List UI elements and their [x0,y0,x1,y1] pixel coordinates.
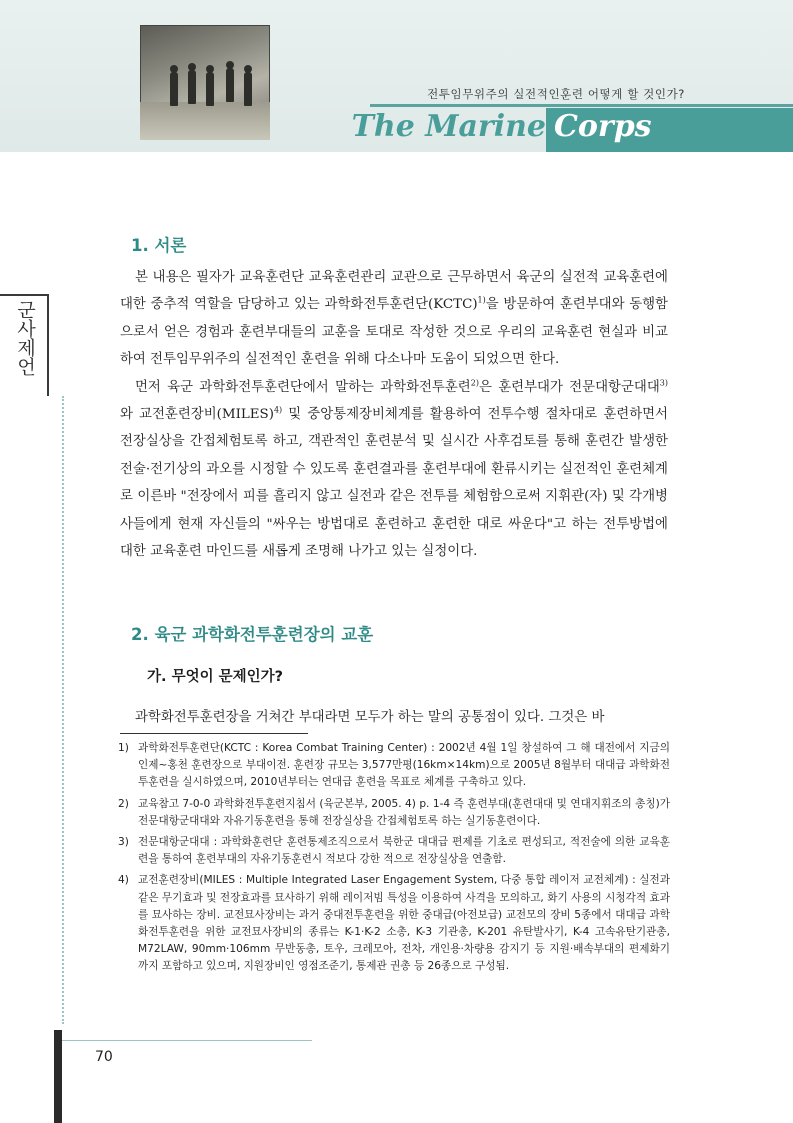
section1-heading: 1. 서론 [131,236,187,255]
photo-ground [140,102,270,140]
title-marine: The Marine [351,109,546,144]
footnote-rule [120,733,308,734]
title-corps: Corps [554,109,652,144]
footnotes [118,740,670,980]
photo-soldier [206,72,214,106]
side-dotted-rule [62,396,64,1024]
section2-lead-text: 과학화전투훈련장을 거쳐간 부대라면 모두가 하는 말의 공통점이 있다. 그것은 바 [135,710,605,725]
side-label: 군사제언 [14,300,36,376]
header-subtitle: 전투임무위주의 실전적인훈련 어떻게 할 것인가? [427,87,685,101]
footnote-text: 교육참고 7-0-0 과학화전투훈련지침서 (육군본부, 2005. 4) p. 1-4 즉 훈련부대(훈련대대 및 연대지휘조의 총칭)가 전문대항군대대와 자유기동훈련을 통해 전장실상을 간접체험토록 하는 실기동훈련이다. [138,797,670,827]
footnote-number: 2) [118,797,129,810]
title-corps-box [546,108,793,152]
section2-subheading: 가. 무엇이 문제인가? [147,669,284,685]
footnote [118,796,670,830]
page-footer-rule [62,1040,312,1041]
footnote [118,740,670,792]
header-photo-soldiers [140,25,270,140]
footnote [118,872,670,975]
photo-soldier [226,68,234,102]
footnote [118,834,670,868]
footnote-text: 과학화전투훈련단(KCTC : Korea Combat Training Center) : 2002년 4월 1일 창설하여 그 해 대전에서 지금의 인제~홍천 훈련장으로 부대이전. 훈련장 규모는 3,577만평(16km×14km)으로 2005년 8월부터 대대급 과학화전투훈련을 실시하였으며, 2010년부터는 연대급 훈련을 목표로 체계를 구축하고 있다. [138,742,670,789]
footnote-number: 1) [118,742,129,754]
footnote-number: 3) [118,836,129,849]
footnote-text: 전문대항군대대 : 과학화훈련단 훈련통제조직으로서 북한군 대대급 편제를 기초로 편성되고, 적전술에 의한 교육훈련을 통하여 훈련부대의 자유기동훈련시 적보다 강한 적으로 전장실상을 연출함. [138,836,670,866]
footnote-text: 교전훈련장비(MILES : Multiple Integrated Laser Engagement System, 다중 통합 레이저 교전체계) : 실전과 같은 무기효과 및 전장효과를 묘사하기 위해 레이저빔 특성을 이용하여 사격을 모의하고, 화기 사용의 시청각적 효과를 묘사하는 장비. 교전묘사장비는 과거 중대전투훈련을 위한 중대급(아전보급) 교전모의 장비 5종에서 대대급 과학화전투훈련을 위한 교전묘사장비의 종류는 K-1·K-2 소총, K-3 기관총, K-201 유탄발사기, K-4 고속유탄기관총, M72LAW, 90mm·106mm 무반동총, 토우, 크레모아, 전차, 개인용·차량용 감지기 등 지원·배속부대의 편제화기 까지 포함하고 있으며, 지원장비인 영점조준기, 통제관 권총 등 26종으로 구성됨. [138,874,670,973]
photo-soldier [170,72,178,106]
header-rule [370,104,793,107]
page-number: 70 [95,1049,113,1065]
section1-body [120,264,668,565]
header-title [328,108,793,152]
paragraph: 본 내용은 필자가 교육훈련단 교육훈련관리 교관으로 근무하면서 육군의 실전적 교육훈련에 대한 중추적 역할을 담당하고 있는 과학화전투훈련단(KCTC)$^{1)}$을 방문하여 훈련부대와 동행함으로서 얻은 경험과 훈련부대들의 교훈을 토대로 작성한 것으로 우리의 교육훈련 현실과 비교하여 전투임무위주의 실전적인 훈련을 위해 다소나마 도움이 되었으면 한다. [120,270,668,368]
paragraph: 먼저 육군 과학화전투훈련단에서 말하는 과학화전투훈련$^{2)}$은 훈련부대가 전문대항군대대$^{3)}$와 교전훈련장비(MILES)$^{4)}$ 및 중앙통제장비체계를 활용하여 전투수행 절차대로 훈련하면서 전장실상을 간접체험토록 하고, 객관적인 훈련분석 및 실시간 사후검토를 통해 훈련간 발생한 전술·전기상의 과오를 시정할 수 있도록 훈련결과를 훈련부대에 환류시키는 실전적인 훈련체계로 이른바 "전장에서 피를 흘리지 않고 실전과 같은 전투를 체험함으로써 지휘관(자) 및 각개병사들에게 현재 자신들의 "싸우는 방법대로 훈련하고 훈련한 대로 싸운다"고 하는 전투방법에 대한 교육훈련 마인드를 새롭게 조명해 나가고 있는 실정이다. [120,378,668,560]
page-footer-bar [54,1030,62,1123]
photo-soldier [244,72,252,106]
footnote-number: 4) [118,874,129,887]
section2-heading: 2. 육군 과학화전투훈련장의 교훈 [131,625,374,644]
photo-soldier [188,70,196,104]
